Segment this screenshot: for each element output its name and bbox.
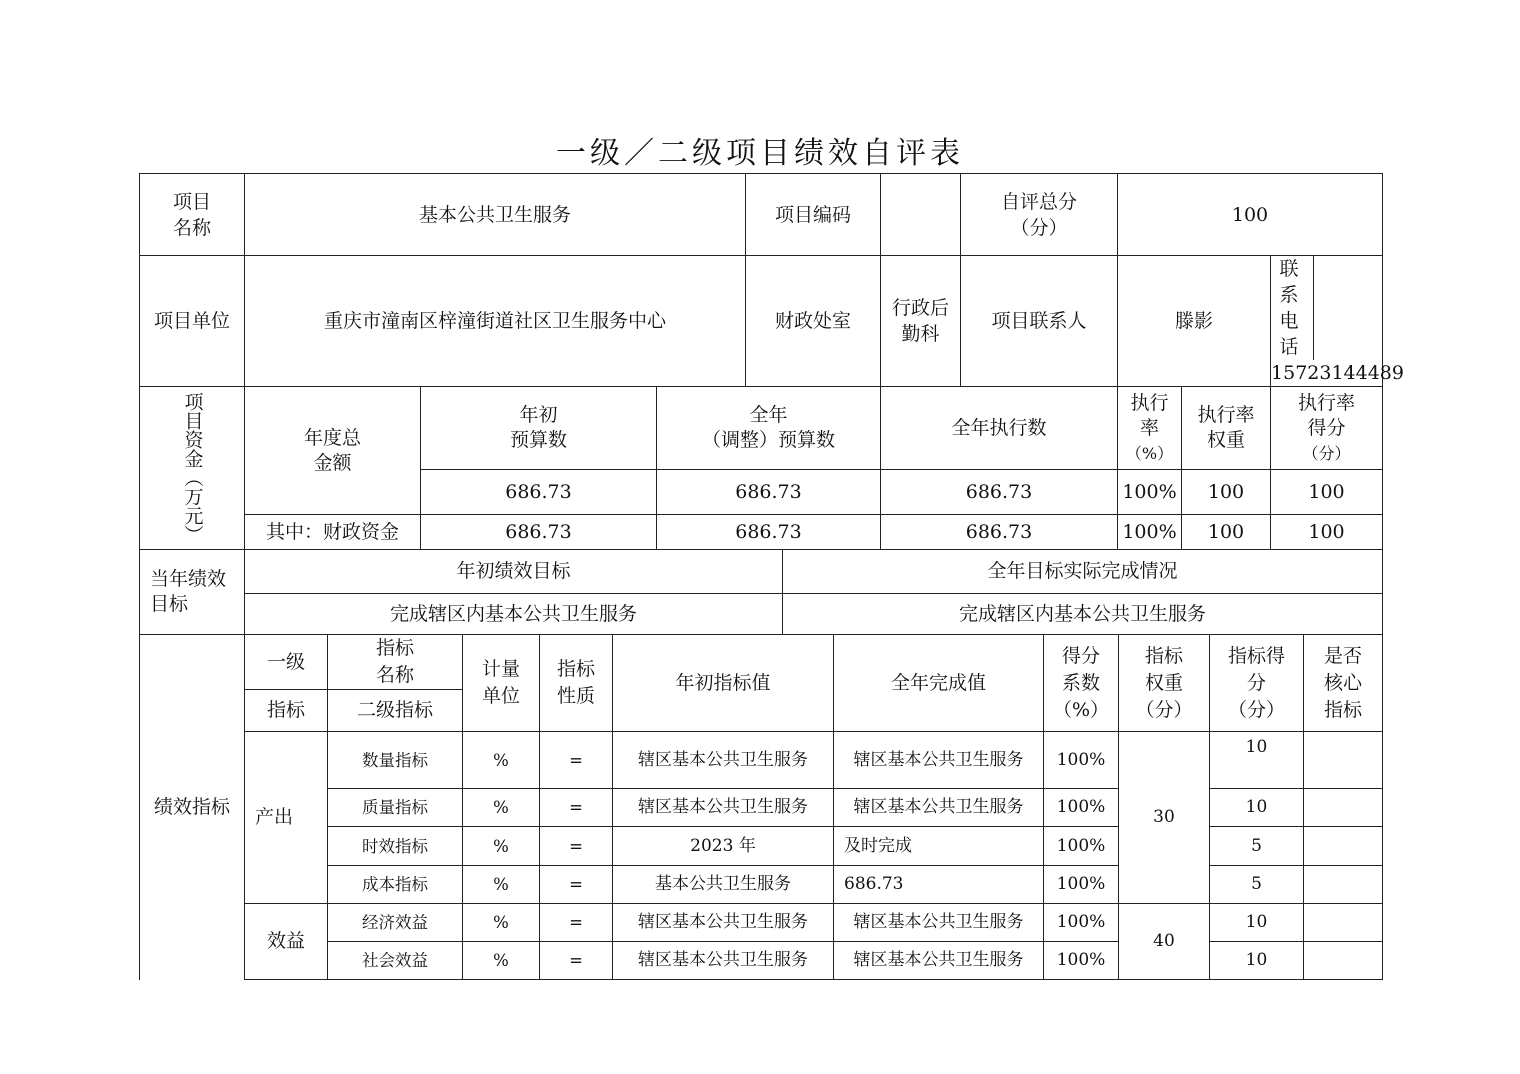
project-name-label: 项目名称 xyxy=(140,174,245,256)
indicator-initial-value: 辖区基本公共卫生服务 xyxy=(613,789,834,827)
self-score: 100 xyxy=(1118,174,1383,256)
exec-score-header-l2: 得分 xyxy=(1307,416,1346,439)
indicator-core xyxy=(1304,827,1383,866)
indicator-initial-value: 基本公共卫生服务 xyxy=(613,866,834,904)
indicator-score: 10 xyxy=(1210,789,1304,827)
core-header-l3: 指标 xyxy=(1323,698,1362,721)
level1-header-a: 一级 xyxy=(245,635,328,690)
indicator-score: 10 xyxy=(1210,732,1304,789)
fiscal-exec-rate: 100% xyxy=(1118,515,1182,550)
coef-header-l2: 系数 xyxy=(1061,671,1100,694)
group-benefit-label: 效益 xyxy=(245,904,328,980)
fiscal-exec-score: 100 xyxy=(1271,515,1383,550)
indicator-nature: = xyxy=(540,789,613,827)
project-unit-label: 项目单位 xyxy=(140,256,245,387)
exec-rate-header-l1: 执行 xyxy=(1130,391,1169,414)
core-header-l1: 是否 xyxy=(1323,644,1362,667)
exec-score-header-l3: （分） xyxy=(1302,443,1351,463)
finance-office: 行政后勤科 xyxy=(881,256,961,387)
indicator-unit: % xyxy=(463,904,540,942)
nature-header xyxy=(540,635,613,732)
phone-number: 15723144489 xyxy=(1271,362,1404,384)
goals-label-l2: 目标 xyxy=(150,593,189,615)
indicator-name-header-l2: 名称 xyxy=(375,664,414,686)
group-output-label: 产出 xyxy=(245,732,328,904)
exec-score-header-l1: 执行率 xyxy=(1297,391,1355,414)
indicator-unit: % xyxy=(463,789,540,827)
indicator-initial-value: 辖区基本公共卫生服务 xyxy=(613,904,834,942)
indicator-unit: % xyxy=(463,827,540,866)
indicator-coef: 100% xyxy=(1044,732,1119,789)
exec-weight-header xyxy=(1182,387,1271,470)
project-code xyxy=(881,174,961,256)
fiscal-exec-weight: 100 xyxy=(1182,515,1271,550)
initial-budget-header-l1: 年初 xyxy=(519,404,558,426)
indicator-score: 10 xyxy=(1210,942,1304,980)
contact-name: 滕影 xyxy=(1118,256,1271,387)
indicator-unit: % xyxy=(463,942,540,980)
exec-weight-header-l2: 权重 xyxy=(1206,429,1245,451)
project-name: 基本公共卫生服务 xyxy=(245,174,746,256)
unit-header-l1: 计量 xyxy=(481,658,520,680)
coef-header-l1: 得分 xyxy=(1061,644,1100,667)
self-score-label: 自评总分（分） xyxy=(961,174,1118,256)
score-header-l3: （分） xyxy=(1227,698,1285,721)
score-header xyxy=(1210,635,1304,732)
indicator-final-value: 辖区基本公共卫生服务 xyxy=(834,904,1044,942)
indicator-final-value: 辖区基本公共卫生服务 xyxy=(834,789,1044,827)
funds-section-label: 项目资金（万元） xyxy=(140,387,245,550)
indicators-section-label: 绩效指标 xyxy=(140,635,245,980)
nature-header-l1: 指标 xyxy=(556,658,595,680)
group-benefit-weight: 40 xyxy=(1119,904,1210,980)
initial-budget-header-l2: 预算数 xyxy=(509,429,567,451)
exec-rate-header-l3: （%） xyxy=(1125,443,1174,463)
indicator-initial-value: 2023 年 xyxy=(613,827,834,866)
indicator-initial-value: 辖区基本公共卫生服务 xyxy=(613,732,834,789)
indicator-score: 10 xyxy=(1210,904,1304,942)
total-exec-weight: 100 xyxy=(1182,470,1271,515)
indicator-nature: = xyxy=(540,866,613,904)
total-initial-budget: 686.73 xyxy=(421,470,657,515)
indicator-coef: 100% xyxy=(1044,866,1119,904)
indicator-name-header xyxy=(328,635,463,690)
initial-goal-header: 年初绩效目标 xyxy=(245,550,783,594)
self-evaluation-form xyxy=(139,173,1404,980)
weight-header-l2: 权重 xyxy=(1144,671,1183,694)
indicator-unit: % xyxy=(463,732,540,789)
weight-header xyxy=(1119,635,1210,732)
fiscal-initial-budget: 686.73 xyxy=(421,515,657,550)
funds-table xyxy=(139,386,1383,550)
indicator-core xyxy=(1304,866,1383,904)
exec-rate-header xyxy=(1118,387,1182,470)
indicator-name: 时效指标 xyxy=(328,827,463,866)
indicators-table xyxy=(139,634,1383,980)
indicator-unit: % xyxy=(463,866,540,904)
indicator-coef: 100% xyxy=(1044,942,1119,980)
exec-weight-header-l1: 执行率 xyxy=(1197,404,1255,426)
indicator-final-value: 686.73 xyxy=(834,866,1044,904)
indicator-nature: = xyxy=(540,942,613,980)
exec-score-header xyxy=(1271,387,1383,470)
indicator-coef: 100% xyxy=(1044,904,1119,942)
score-header-l1: 指标得 xyxy=(1227,644,1285,667)
fiscal-executed: 686.73 xyxy=(881,515,1118,550)
indicator-coef: 100% xyxy=(1044,827,1119,866)
total-adjusted-budget: 686.73 xyxy=(657,470,881,515)
indicator-name-header-l1: 指标 xyxy=(375,637,414,659)
execution-header: 全年执行数 xyxy=(881,387,1118,470)
initial-goal-text: 完成辖区内基本公共卫生服务 xyxy=(245,594,783,635)
final-value-header: 全年完成值 xyxy=(834,635,1044,732)
level2-header: 二级指标 xyxy=(328,690,463,732)
project-unit: 重庆市潼南区梓潼街道社区卫生服务中心 xyxy=(245,256,746,387)
initial-value-header: 年初指标值 xyxy=(613,635,834,732)
goals-label xyxy=(140,550,245,635)
total-executed: 686.73 xyxy=(881,470,1118,515)
fiscal-adjusted-budget: 686.73 xyxy=(657,515,881,550)
adjusted-budget-header xyxy=(657,387,881,470)
adjusted-budget-header-l2: （调整）预算数 xyxy=(701,429,835,451)
indicator-core xyxy=(1304,942,1383,980)
total-exec-rate: 100% xyxy=(1118,470,1182,515)
annual-total-header: 年度总金额 xyxy=(245,387,421,515)
group-output-weight: 30 xyxy=(1119,732,1210,904)
exec-rate-header-l2: 率 xyxy=(1139,416,1159,439)
indicator-final-value: 辖区基本公共卫生服务 xyxy=(834,732,1044,789)
actual-goal-text: 完成辖区内基本公共卫生服务 xyxy=(783,594,1383,635)
weight-header-l3: （分） xyxy=(1135,698,1193,721)
core-header-l2: 核心 xyxy=(1323,671,1362,694)
indicator-core xyxy=(1304,732,1383,789)
phone-cell xyxy=(1271,256,1404,387)
indicator-nature: = xyxy=(540,827,613,866)
phone-label: 联系电话 xyxy=(1271,256,1314,360)
unit-header-l2: 单位 xyxy=(481,685,520,707)
goals-table xyxy=(139,549,1383,635)
nature-header-l2: 性质 xyxy=(556,685,595,707)
coef-header-l3: （%） xyxy=(1052,698,1110,721)
indicator-final-value: 辖区基本公共卫生服务 xyxy=(834,942,1044,980)
fiscal-funds-label: 其中：财政资金 xyxy=(245,515,421,550)
indicator-score: 5 xyxy=(1210,866,1304,904)
indicator-name: 经济效益 xyxy=(328,904,463,942)
header-funds-table xyxy=(139,173,1404,387)
project-code-label: 项目编码 xyxy=(746,174,881,256)
total-exec-score: 100 xyxy=(1271,470,1383,515)
coef-header xyxy=(1044,635,1119,732)
core-header xyxy=(1304,635,1383,732)
goals-label-l1: 当年绩效 xyxy=(150,568,227,590)
initial-budget-header xyxy=(421,387,657,470)
indicator-nature: = xyxy=(540,732,613,789)
indicator-name: 社会效益 xyxy=(328,942,463,980)
unit-header xyxy=(463,635,540,732)
indicator-name: 数量指标 xyxy=(328,732,463,789)
indicator-initial-value: 辖区基本公共卫生服务 xyxy=(613,942,834,980)
indicator-score: 5 xyxy=(1210,827,1304,866)
indicator-core xyxy=(1304,789,1383,827)
indicator-final-value: 及时完成 xyxy=(834,827,1044,866)
contact-label: 项目联系人 xyxy=(961,256,1118,387)
indicator-core xyxy=(1304,904,1383,942)
actual-goal-header: 全年目标实际完成情况 xyxy=(783,550,1383,594)
adjusted-budget-header-l1: 全年 xyxy=(749,404,788,426)
page-title: 一级／二级项目绩效自评表 xyxy=(556,136,964,171)
level1-header-b: 指标 xyxy=(245,690,328,732)
weight-header-l1: 指标 xyxy=(1144,644,1183,667)
indicator-coef: 100% xyxy=(1044,789,1119,827)
indicator-nature: = xyxy=(540,904,613,942)
indicator-name: 成本指标 xyxy=(328,866,463,904)
finance-office-label: 财政处室 xyxy=(746,256,881,387)
score-header-l2: 分 xyxy=(1246,671,1266,694)
indicator-name: 质量指标 xyxy=(328,789,463,827)
